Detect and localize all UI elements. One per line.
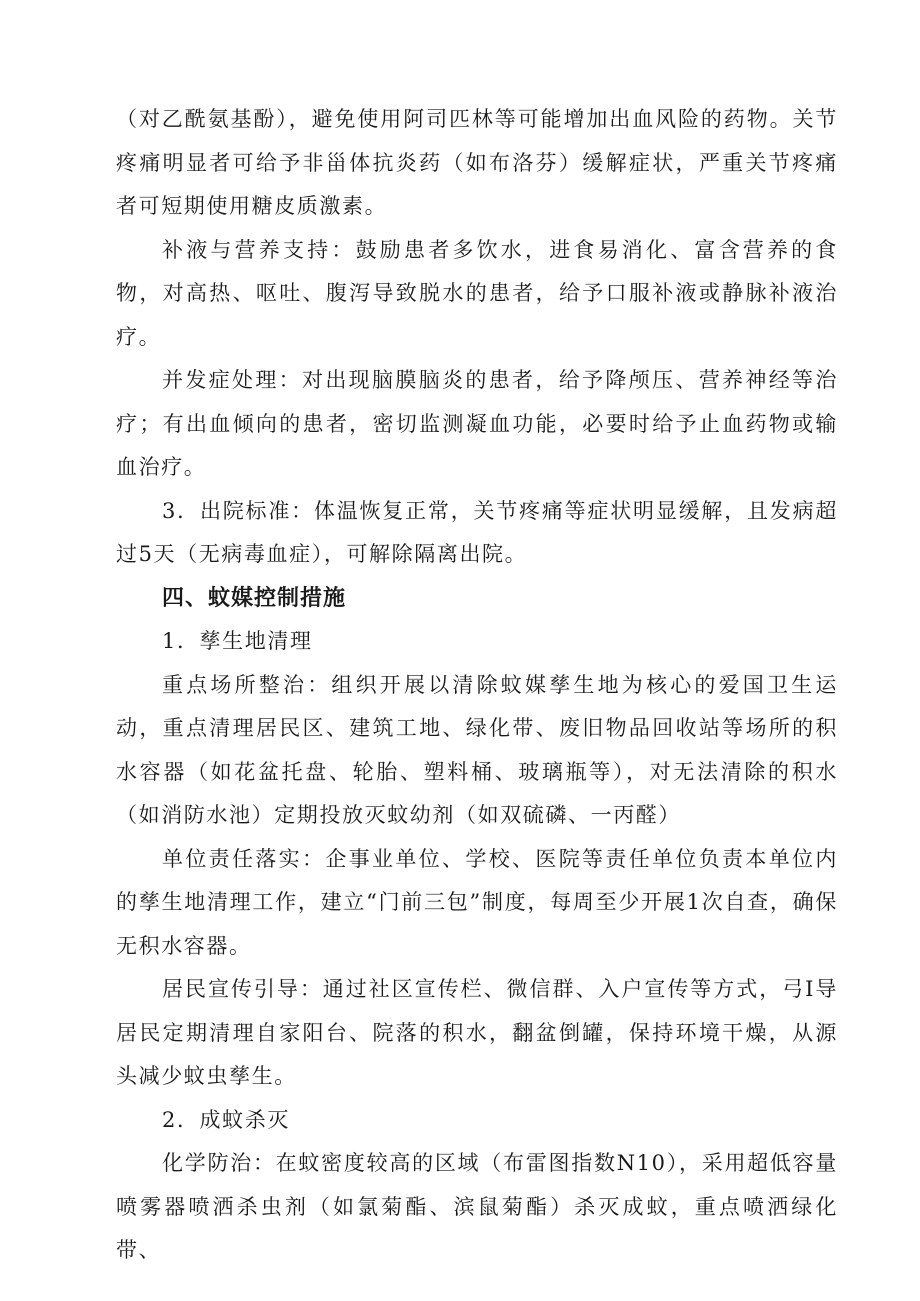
document-body — [116, 98, 838, 1273]
subheading-adult-mosquito-control: 2．成蚊杀灭 — [162, 1107, 290, 1132]
paragraph-unit-responsibility: 单位责任落实：企事业单位、学校、医院等责任单位负责本单位内的孳生地清理工作，建立“门前三包”制度，每周至少开展1次自查，确保无积水容器。 — [116, 846, 838, 958]
section-heading-vector-control: 四、蚊媒控制措施 — [162, 585, 347, 611]
paragraph-key-site-rectification: 重点场所整治：组织开展以清除蚊媒孳生地为核心的爱国卫生运动，重点清理居民区、建筑工地、绿化带、废旧物品回收站等场所的积水容器（如花盆托盘、轮胎、塑料桶、玻璃瓶等），对无法清除的积水（如消防水池）定期投放灭蚊幼剂（如双硫磷、一丙醛） — [116, 672, 838, 827]
subheading-breeding-site-cleanup: 1．孳生地清理 — [162, 629, 313, 653]
paragraph-discharge-criteria: 3．出院标准：体温恢复正常，关节疼痛等症状明显缓解，且发病超过5天（无病毒血症），可解除隔离出院。 — [116, 498, 838, 566]
paragraph-antipyretic: （对乙酰氨基酚），避免使用阿司匹林等可能增加出血风险的药物。关节疼痛明显者可给予非甾体抗炎药（如布洛芬）缓解症状，严重关节疼痛者可短期使用糖皮质激素。 — [116, 107, 838, 218]
paragraph-complications: 并发症处理：对出现脑膜脑炎的患者，给予降颅压、营养神经等治疗；有出血倾向的患者，密切监测凝血功能，必要时给予止血药物或输血治疗。 — [116, 368, 838, 479]
paragraph-fluid-nutrition: 补液与营养支持：鼓励患者多饮水，进食易消化、富含营养的食物，对高热、呕吐、腹泻导致脱水的患者，给予口服补液或静脉补液治疗。 — [116, 237, 838, 349]
paragraph-resident-guidance: 居民宣传引导：通过社区宣传栏、微信群、入户宣传等方式，弓I导居民定期清理自家阳台、院落的积水，翻盆倒罐，保持环境干燥，从源头减少蚊虫孳生。 — [116, 977, 838, 1088]
paragraph-chemical-control: 化学防治：在蚊密度较高的区域（布雷图指数N10），采用超低容量喷雾器喷洒杀虫剂（如氯菊酯、滨鼠菊酯）杀灭成蚊，重点喷洒绿化带、 — [116, 1151, 838, 1262]
